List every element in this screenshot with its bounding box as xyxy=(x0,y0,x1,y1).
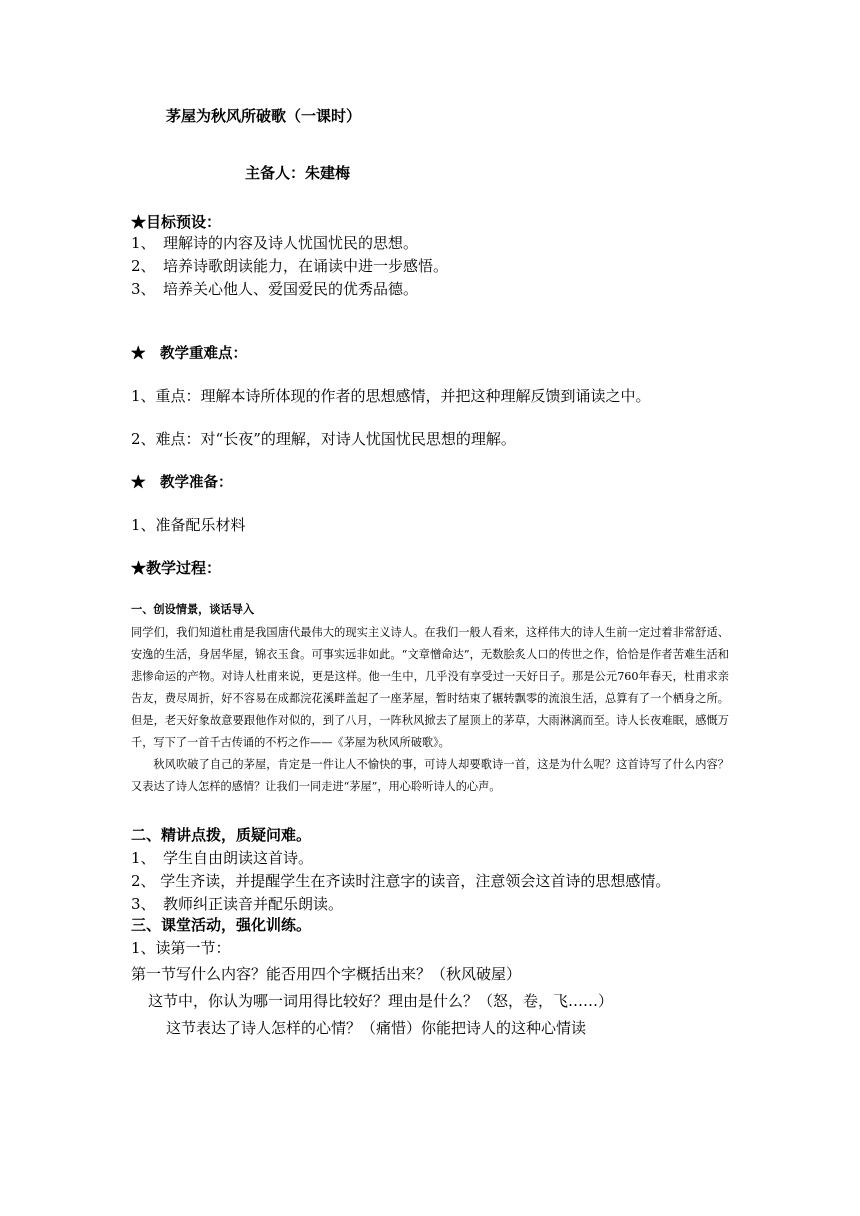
preparation-item-1: 1、准备配乐材料 xyxy=(131,516,246,534)
section3-line-2: 这节中，你认为哪一词用得比较好？理由是什么？（怒，卷，飞……） xyxy=(148,992,614,1010)
section2-item-1: 1、 学生自由朗读这首诗。 xyxy=(131,849,314,867)
section3-line-3: 这节表达了诗人怎样的心情？（痛惜）你能把诗人的这种心情读 xyxy=(166,1019,587,1037)
document-title: 茅屋为秋风所破歌（一课时） xyxy=(166,107,362,125)
section1-paragraph-2: 秋风吹破了自己的茅屋，肯定是一件让人不愉快的事，可诗人却要歌诗一首，这是为什么呢？这首诗写了什么内容？又表达了诗人怎样的感情？让我们一同走进“茅屋”，用心聆听诗人的心声。 xyxy=(131,758,729,793)
section1-heading: 一、创设情景，谈话导入 xyxy=(131,602,255,616)
key-point-2: 2、难点：对“长夜”的理解，对诗人忧国忧民思想的理解。 xyxy=(131,430,516,448)
goal-item-1: 1、 理解诗的内容及诗人忧国忧民的思想。 xyxy=(131,234,419,252)
author-line: 主备人：朱建梅 xyxy=(245,164,351,182)
goal-item-3: 3、 培养关心他人、爱国爱民的优秀品德。 xyxy=(131,280,419,298)
section3-heading: 三、课堂活动，强化训练。 xyxy=(131,916,312,934)
section1-paragraph-1: 同学们，我们知道杜甫是我国唐代最伟大的现实主义诗人。在我们一般人看来，这样伟大的诗人生前一定过着非常舒适、安逸的生活，身居华屋，锦衣玉食。可事实远非如此。“文章憎命达”，无数脍炙人口的传世之作，恰恰是作者苦难生活和悲惨命运的产物。对诗人杜甫来说，更是这样。他一生中，几乎没有享受过一天好日子。那是公元760年春天，杜甫求亲告友，费尽周折，好不容易在成都浣花溪畔盖起了一座茅屋，暂时结束了辗转飘零的流浪生活，总算有了一个栖身之所。但是，老天好象故意要跟他作对似的，到了八月，一阵秋风掀去了屋顶上的茅草，大雨淋漓而至。诗人长夜难眠，感慨万千，写下了一首千古传诵的不朽之作——《茅屋为秋风所破歌》。 xyxy=(131,626,729,749)
section2-heading: 二、精讲点拨，质疑问难。 xyxy=(131,826,312,844)
key-points-heading: ★ 教学重难点： xyxy=(131,345,247,362)
section2-item-2: 2、 学生齐读，并提醒学生在齐读时注意字的读音，注意领会这首诗的思想感情。 xyxy=(131,872,671,890)
process-heading: ★教学过程： xyxy=(131,559,222,577)
goals-heading: ★目标预设： xyxy=(131,213,222,231)
section3-sub-heading: 1、读第一节： xyxy=(131,939,231,957)
goal-item-2: 2、 培养诗歌朗读能力，在诵读中进一步感悟。 xyxy=(131,257,449,275)
section2-item-3: 3、 教师纠正读音并配乐朗读。 xyxy=(131,895,344,913)
section1-body xyxy=(131,622,729,798)
preparation-heading: ★ 教学准备： xyxy=(131,474,233,491)
key-point-1: 1、重点：理解本诗所体现的作者的思想感情，并把这种理解反馈到诵读之中。 xyxy=(131,387,651,405)
section3-line-1: 第一节写什么内容？能否用四个字概括出来？（秋风破屋） xyxy=(131,965,522,983)
